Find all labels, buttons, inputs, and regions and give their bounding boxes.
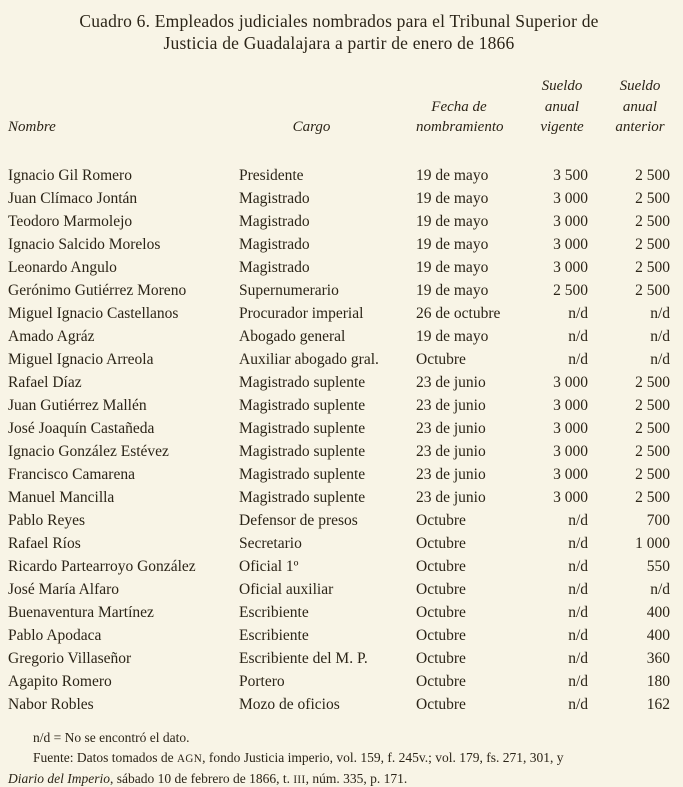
cell-anterior: 2 500 [635,442,670,460]
table-row [8,394,670,417]
cell-fecha: Octubre [416,649,466,667]
cell-anterior: 162 [646,695,670,713]
cell-cargo: Magistrado suplente [239,488,366,506]
cell-fecha: 19 de mayo [416,212,489,230]
table-row [8,647,670,670]
cell-fecha: 19 de mayo [416,258,489,276]
cell-fecha: Octubre [416,672,466,690]
cell-anterior: n/d [650,350,670,368]
cell-nombre: Rafael Díaz [8,373,82,391]
cell-nombre: Francisco Camarena [8,465,135,483]
cell-fecha: 23 de junio [416,465,486,483]
cell-fecha: Octubre [416,350,466,368]
footnotes [8,728,670,787]
cell-anterior: 2 500 [635,166,670,184]
cell-anterior: 2 500 [635,212,670,230]
cell-nombre: Leonardo Angulo [8,258,117,276]
column-header-anterior: Sueldo anual anterior [615,78,665,135]
cell-vigente: n/d [568,626,588,644]
cell-vigente: 3 000 [553,235,588,253]
cell-vigente: n/d [568,649,588,667]
table-row [8,486,670,509]
cell-cargo: Presidente [239,166,304,184]
cell-cargo: Defensor de presos [239,511,358,529]
cell-cargo: Secretario [239,534,302,552]
cell-anterior: n/d [650,580,670,598]
cell-nombre: Pablo Apodaca [8,626,102,644]
cell-nombre: Ignacio Salcido Morelos [8,235,161,253]
cell-nombre: Miguel Ignacio Castellanos [8,304,179,322]
source-suffix: , núm. 335, p. 171. [305,770,408,786]
table-row [8,256,670,279]
cell-nombre: Amado Agráz [8,327,95,345]
cell-fecha: 26 de octubre [416,304,501,322]
source-mid: , sábado 10 de febrero de 1866, t. [110,770,294,786]
cell-nombre: Gerónimo Gutiérrez Moreno [8,281,187,299]
source-note-line1 [8,748,670,769]
cell-fecha: 23 de junio [416,419,486,437]
cell-vigente: n/d [568,350,588,368]
cell-cargo: Magistrado suplente [239,442,366,460]
tome-numeral: III [293,773,306,786]
cell-nombre: Ricardo Partearroyo González [8,557,196,575]
cell-cargo: Mozo de oficios [239,695,340,713]
table-row [8,210,670,233]
table-row [8,601,670,624]
cell-vigente: n/d [568,304,588,322]
cell-fecha: 19 de mayo [416,281,489,299]
cell-anterior: 1 000 [635,534,670,552]
cell-cargo: Oficial 1º [239,557,299,575]
cell-anterior: 550 [646,557,670,575]
table-row [8,325,670,348]
cell-fecha: 23 de junio [416,373,486,391]
cell-vigente: 3 000 [553,465,588,483]
cell-fecha: 23 de junio [416,442,486,460]
cell-fecha: Octubre [416,580,466,598]
cell-nombre: Miguel Ignacio Arreola [8,350,154,368]
cell-cargo: Magistrado suplente [239,419,366,437]
cell-anterior: 2 500 [635,419,670,437]
cell-vigente: n/d [568,603,588,621]
cell-anterior: 2 500 [635,235,670,253]
table-row [8,417,670,440]
cell-cargo: Procurador imperial [239,304,364,322]
cell-vigente: n/d [568,672,588,690]
cell-vigente: n/d [568,557,588,575]
cell-nombre: Juan Gutiérrez Mallén [8,396,147,414]
table-title-line2: Justicia de Guadalajara a partir de enero de 1866 [163,33,515,53]
cell-fecha: 19 de mayo [416,235,489,253]
cell-vigente: n/d [568,534,588,552]
cell-anterior: 2 500 [635,488,670,506]
cell-cargo: Magistrado suplente [239,465,366,483]
cell-fecha: Octubre [416,557,466,575]
cell-nombre: Teodoro Marmolejo [8,212,133,230]
cell-cargo: Escribiente [239,603,309,621]
cell-fecha: Octubre [416,695,466,713]
source-rest: , fondo Justicia imperio, vol. 159, f. 245v.; vol. 179, fs. 271, 301, y [202,749,564,765]
cell-nombre: Juan Clímaco Jontán [8,189,138,207]
table-title-line1: Cuadro 6. Empleados judiciales nombrados para el Tribunal Superior de [79,11,599,31]
agn-acronym: AGN [176,752,203,765]
cell-cargo: Magistrado [239,212,310,230]
cell-cargo: Magistrado [239,235,310,253]
cell-nombre: Pablo Reyes [8,511,86,529]
table-row [8,164,670,187]
cell-anterior: n/d [650,327,670,345]
cell-vigente: 3 000 [553,419,588,437]
cell-anterior: 700 [646,511,670,529]
cell-anterior: n/d [650,304,670,322]
cell-cargo: Abogado general [239,327,346,345]
cell-anterior: 2 500 [635,258,670,276]
cell-nombre: Buenaventura Martínez [8,603,154,621]
table-body [8,164,670,716]
cell-vigente: 3 000 [553,488,588,506]
cell-cargo: Portero [239,672,285,690]
table-row [8,693,670,716]
cell-fecha: Octubre [416,511,466,529]
cell-anterior: 360 [646,649,670,667]
table-row [8,440,670,463]
cell-cargo: Oficial auxiliar [239,580,334,598]
table-row [8,509,670,532]
cell-vigente: 3 000 [553,373,588,391]
cell-nombre: Rafael Ríos [8,534,81,552]
cell-nombre: Gregorio Villaseñor [8,649,132,667]
table-row [8,624,670,647]
cell-fecha: Octubre [416,603,466,621]
cell-cargo: Magistrado [239,258,310,276]
cell-vigente: 3 000 [553,396,588,414]
source-prefix: Fuente: Datos tomados de [33,749,177,765]
table-row [8,348,670,371]
cell-vigente: 3 500 [553,166,588,184]
table-row [8,555,670,578]
cell-nombre: José Joaquín Castañeda [8,419,155,437]
table-row [8,233,670,256]
table-row [8,532,670,555]
cell-cargo: Magistrado suplente [239,396,366,414]
cell-fecha: Octubre [416,534,466,552]
cell-nombre: Agapito Romero [8,672,112,690]
cell-vigente: 3 000 [553,189,588,207]
table-row [8,670,670,693]
cell-cargo: Magistrado [239,189,310,207]
cell-anterior: 2 500 [635,396,670,414]
source-work-title: Diario del Imperio [8,770,110,786]
cell-anterior: 400 [646,626,670,644]
cell-vigente: 3 000 [553,442,588,460]
cell-fecha: 19 de mayo [416,327,489,345]
cell-fecha: Octubre [416,626,466,644]
source-note-line2 [8,769,670,787]
cell-vigente: n/d [568,695,588,713]
cell-vigente: n/d [568,580,588,598]
cell-nombre: Manuel Mancilla [8,488,115,506]
cell-nombre: Nabor Robles [8,695,94,713]
cell-nombre: José María Alfaro [8,580,120,598]
cell-fecha: 23 de junio [416,396,486,414]
table-row [8,187,670,210]
table-title [8,10,670,54]
cell-fecha: 19 de mayo [416,166,489,184]
cell-fecha: 19 de mayo [416,189,489,207]
table-row [8,371,670,394]
cell-vigente: n/d [568,327,588,345]
table-row [8,578,670,601]
cell-nombre: Ignacio Gil Romero [8,166,132,184]
cell-anterior: 2 500 [635,189,670,207]
cell-cargo: Escribiente [239,626,309,644]
column-header-nombre: Nombre [8,119,56,135]
cell-vigente: 3 000 [553,212,588,230]
cell-nombre: Ignacio González Estévez [8,442,169,460]
table-row [8,463,670,486]
cell-cargo: Magistrado suplente [239,373,366,391]
column-header-vigente: Sueldo anual vigente [540,78,584,135]
cell-anterior: 400 [646,603,670,621]
cell-anterior: 2 500 [635,465,670,483]
cell-anterior: 2 500 [635,373,670,391]
table-row [8,302,670,325]
cell-cargo: Supernumerario [239,281,339,299]
cell-vigente: 3 000 [553,258,588,276]
column-header-cargo: Cargo [292,119,331,135]
cell-anterior: 180 [646,672,670,690]
cell-cargo: Auxiliar abogado gral. [239,350,379,368]
cell-vigente: n/d [568,511,588,529]
cell-cargo: Escribiente del M. P. [239,649,368,667]
column-header-fecha: Fecha de nombramiento [416,98,504,135]
cell-fecha: 23 de junio [416,488,486,506]
table-row [8,279,670,302]
nd-definition-note: n/d = No se encontró el dato. [33,729,190,745]
cell-vigente: 2 500 [553,281,588,299]
table-header-row [8,76,670,138]
cell-anterior: 2 500 [635,281,670,299]
